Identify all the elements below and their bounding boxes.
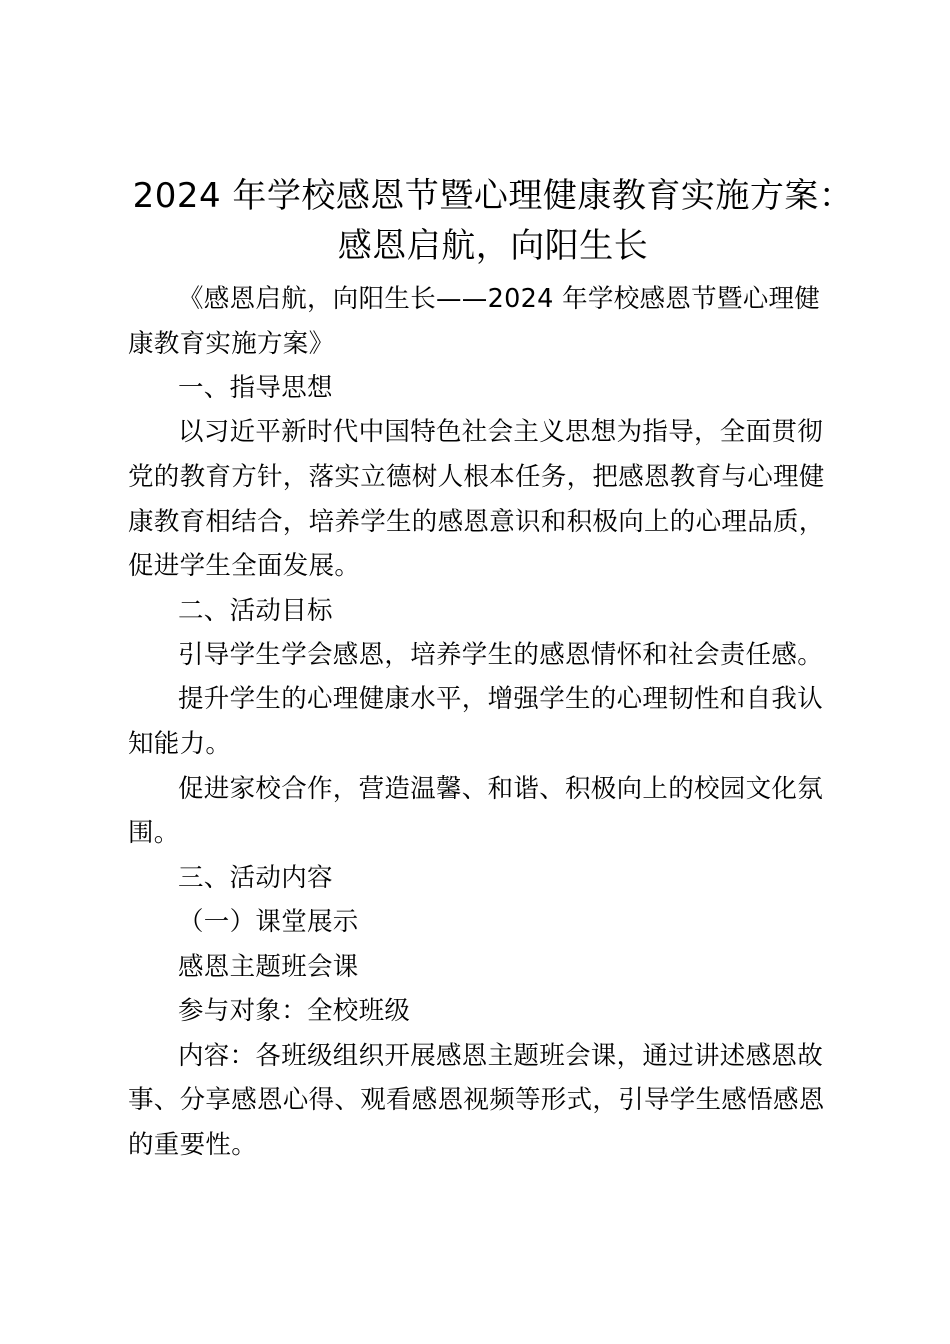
- document-title-line-2: 感恩启航，向阳生长: [337, 226, 649, 266]
- subtitle-line-1: 《感恩启航，向阳生长——2024 年学校感恩节暨心理健: [178, 284, 821, 314]
- section-heading-activity-content: 三、活动内容: [178, 863, 333, 893]
- paragraph-line: 的重要性。: [128, 1130, 258, 1160]
- paragraph-line: 提升学生的心理健康水平，增强学生的心理韧性和自我认: [178, 684, 824, 714]
- document-title-line-1: 2024 年学校感恩节暨心理健康教育实施方案：: [132, 176, 854, 216]
- paragraph-line: 促进家校合作，营造温馨、和谐、积极向上的校园文化氛: [178, 774, 824, 804]
- paragraph-line: 党的教育方针，落实立德树人根本任务，把感恩教育与心理健: [128, 462, 825, 492]
- section-heading-guiding-ideology: 一、指导思想: [178, 373, 333, 403]
- paragraph-line: 以习近平新时代中国特色社会主义思想为指导，全面贯彻: [178, 417, 824, 447]
- paragraph-line: 内容：各班级组织开展感恩主题班会课，通过讲述感恩故: [178, 1041, 824, 1071]
- subsection-heading-classroom: （一）课堂展示: [178, 907, 359, 937]
- paragraph-line: 围。: [128, 818, 180, 848]
- section-heading-activity-goals: 二、活动目标: [178, 596, 333, 626]
- paragraph-line: 促进学生全面发展。: [128, 551, 361, 581]
- subtitle-line-2: 康教育实施方案》: [128, 329, 335, 359]
- paragraph-line: 知能力。: [128, 729, 232, 759]
- participants-line: 参与对象：全校班级: [178, 996, 411, 1026]
- paragraph-line: 事、分享感恩心得、观看感恩视频等形式，引导学生感悟感恩: [128, 1085, 825, 1115]
- item-heading-class-meeting: 感恩主题班会课: [178, 952, 359, 982]
- paragraph-line: 引导学生学会感恩，培养学生的感恩情怀和社会责任感。: [178, 640, 824, 670]
- paragraph-line: 康教育相结合，培养学生的感恩意识和积极向上的心理品质，: [128, 507, 825, 537]
